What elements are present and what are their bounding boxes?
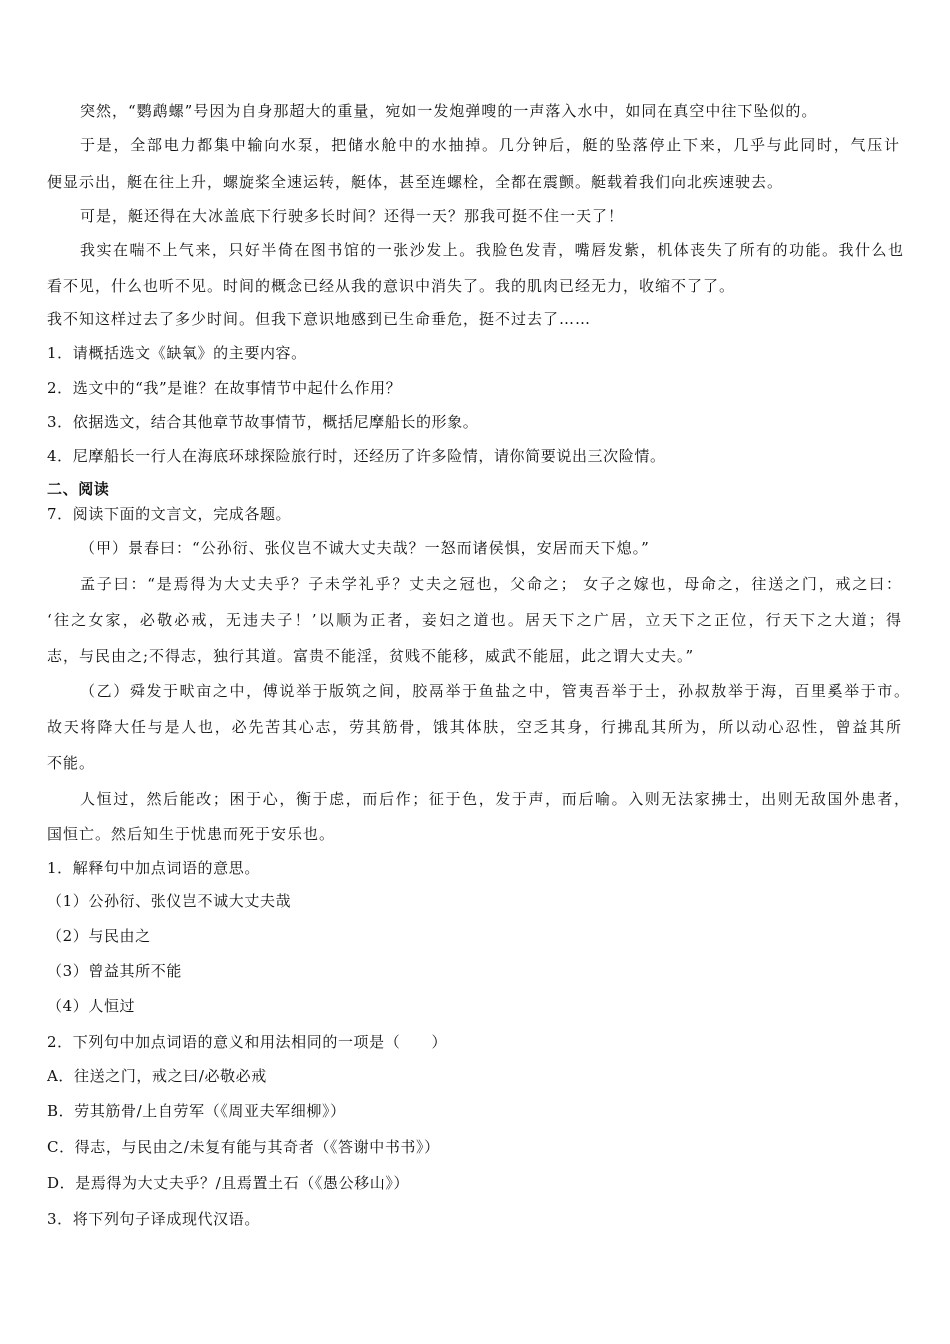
classical-yi-line-5: 国恒亡。然后知生于忧患而死于安乐也。 — [47, 825, 336, 843]
classical-jia-line-2: 孟子曰：“是焉得为大丈夫乎？子未学礼乎？丈夫之冠也，父命之； 女子之嫁也，母命之，往送之门，戒之曰： — [80, 575, 902, 593]
q7-sub-question-1-item-1: （1）公孙衍、张仪岂不诚大丈夫哉 — [47, 892, 292, 910]
story-paragraph-3: 可是，艇还得在大冰盖底下行驶多长时间？还得一天？那我可挺不住一天了！ — [80, 207, 625, 225]
story-question-4: 4．尼摩船长一行人在海底环球探险旅行时，还经历了许多险情，请你简要说出三次险情。 — [47, 447, 666, 465]
story-question-2: 2．选文中的“我”是谁？在故事情节中起什么作用？ — [47, 379, 402, 397]
story-paragraph-4-line-2: 看不见，什么也听不见。时间的概念已经从我的意识中消失了。我的肌肉已经无力，收缩不了了。 — [47, 277, 736, 295]
q7-sub-question-3: 3．将下列句子译成现代汉语。 — [47, 1210, 260, 1228]
q7-sub-question-1-item-3: （3）曾益其所不能 — [47, 962, 182, 980]
q7-sub-question-2-option-a: A．往送之门，戒之曰/必敬必戒 — [47, 1067, 267, 1085]
q7-sub-question-1: 1．解释句中加点词语的意思。 — [47, 859, 260, 877]
classical-jia-line-3: ‘往之女家，必敬必戒，无违夫子！’以顺为正者，妾妇之道也。居天下之广居，立天下之正位，行天下之大道；得 — [47, 611, 902, 629]
section-title: 二、阅读 — [47, 480, 110, 498]
classical-yi-line-1: （乙）舜发于畎亩之中，傅说举于版筑之间，胶鬲举于鱼盐之中，管夷吾举于士，孙叔敖举于海，百里奚举于市。 — [80, 682, 910, 700]
question-7-intro: 7．阅读下面的文言文，完成各题。 — [47, 505, 292, 523]
q7-sub-question-2-option-d: D．是焉得为大丈夫乎？/且焉置土石（《愚公移山》） — [47, 1174, 410, 1192]
classical-yi-line-4: 人恒过，然后能改；困于心，衡于虑，而后作；征于色，发于声，而后喻。入则无法家拂士，出则无敌国外患者， — [80, 790, 910, 808]
q7-sub-question-1-item-4: （4）人恒过 — [47, 997, 136, 1015]
story-paragraph-4-line-1: 我实在喘不上气来，只好半倚在图书馆的一张沙发上。我脸色发青，嘴唇发紫，机体丧失了所有的功能。我什么也 — [80, 241, 904, 259]
classical-jia-line-1: （甲）景春曰：“公孙衍、张仪岂不诚大丈夫哉？一怒而诸侯惧，安居而天下熄。” — [80, 539, 650, 557]
story-paragraph-2-line-2: 便显示出，艇在往上升，螺旋桨全速运转，艇体，甚至连螺栓，全都在震颤。艇载着我们向北疾速驶去。 — [47, 173, 784, 191]
classical-jia-line-4: 志，与民由之;不得志，独行其道。富贵不能淫，贫贱不能移，威武不能屈，此之谓大丈夫。” — [47, 647, 695, 665]
classical-yi-line-3: 不能。 — [47, 754, 96, 772]
q7-sub-question-1-item-2: （2）与民由之 — [47, 927, 151, 945]
story-question-1: 1．请概括选文《缺氧》的主要内容。 — [47, 344, 307, 362]
story-paragraph-1: 突然，“鹦鹉螺”号因为自身那超大的重量，宛如一发炮弹嗖的一声落入水中，如同在真空中往下坠似的。 — [80, 102, 818, 120]
q7-sub-question-2-option-b: B．劳其筋骨/上自劳军（《周亚夫军细柳》） — [47, 1102, 346, 1120]
story-paragraph-5: 我不知这样过去了多少时间。但我下意识地感到已生命垂危，挺不过去了…… — [47, 310, 592, 328]
classical-yi-line-2: 故天将降大任与是人也，必先苦其心志，劳其筋骨，饿其体肤，空乏其身，行拂乱其所为，所以动心忍性，曾益其所 — [47, 718, 902, 736]
story-question-3: 3．依据选文，结合其他章节故事情节，概括尼摩船长的形象。 — [47, 413, 479, 431]
story-paragraph-2-line-1: 于是，全部电力都集中输向水泵，把储水舱中的水抽掉。几分钟后，艇的坠落停止下来，几乎与此同时，气压计 — [80, 136, 900, 154]
q7-sub-question-2: 2．下列句中加点词语的意义和用法相同的一项是（ ） — [47, 1033, 448, 1051]
q7-sub-question-2-option-c: C．得志，与民由之/未复有能与其奇者（《答谢中书书》） — [47, 1138, 440, 1156]
